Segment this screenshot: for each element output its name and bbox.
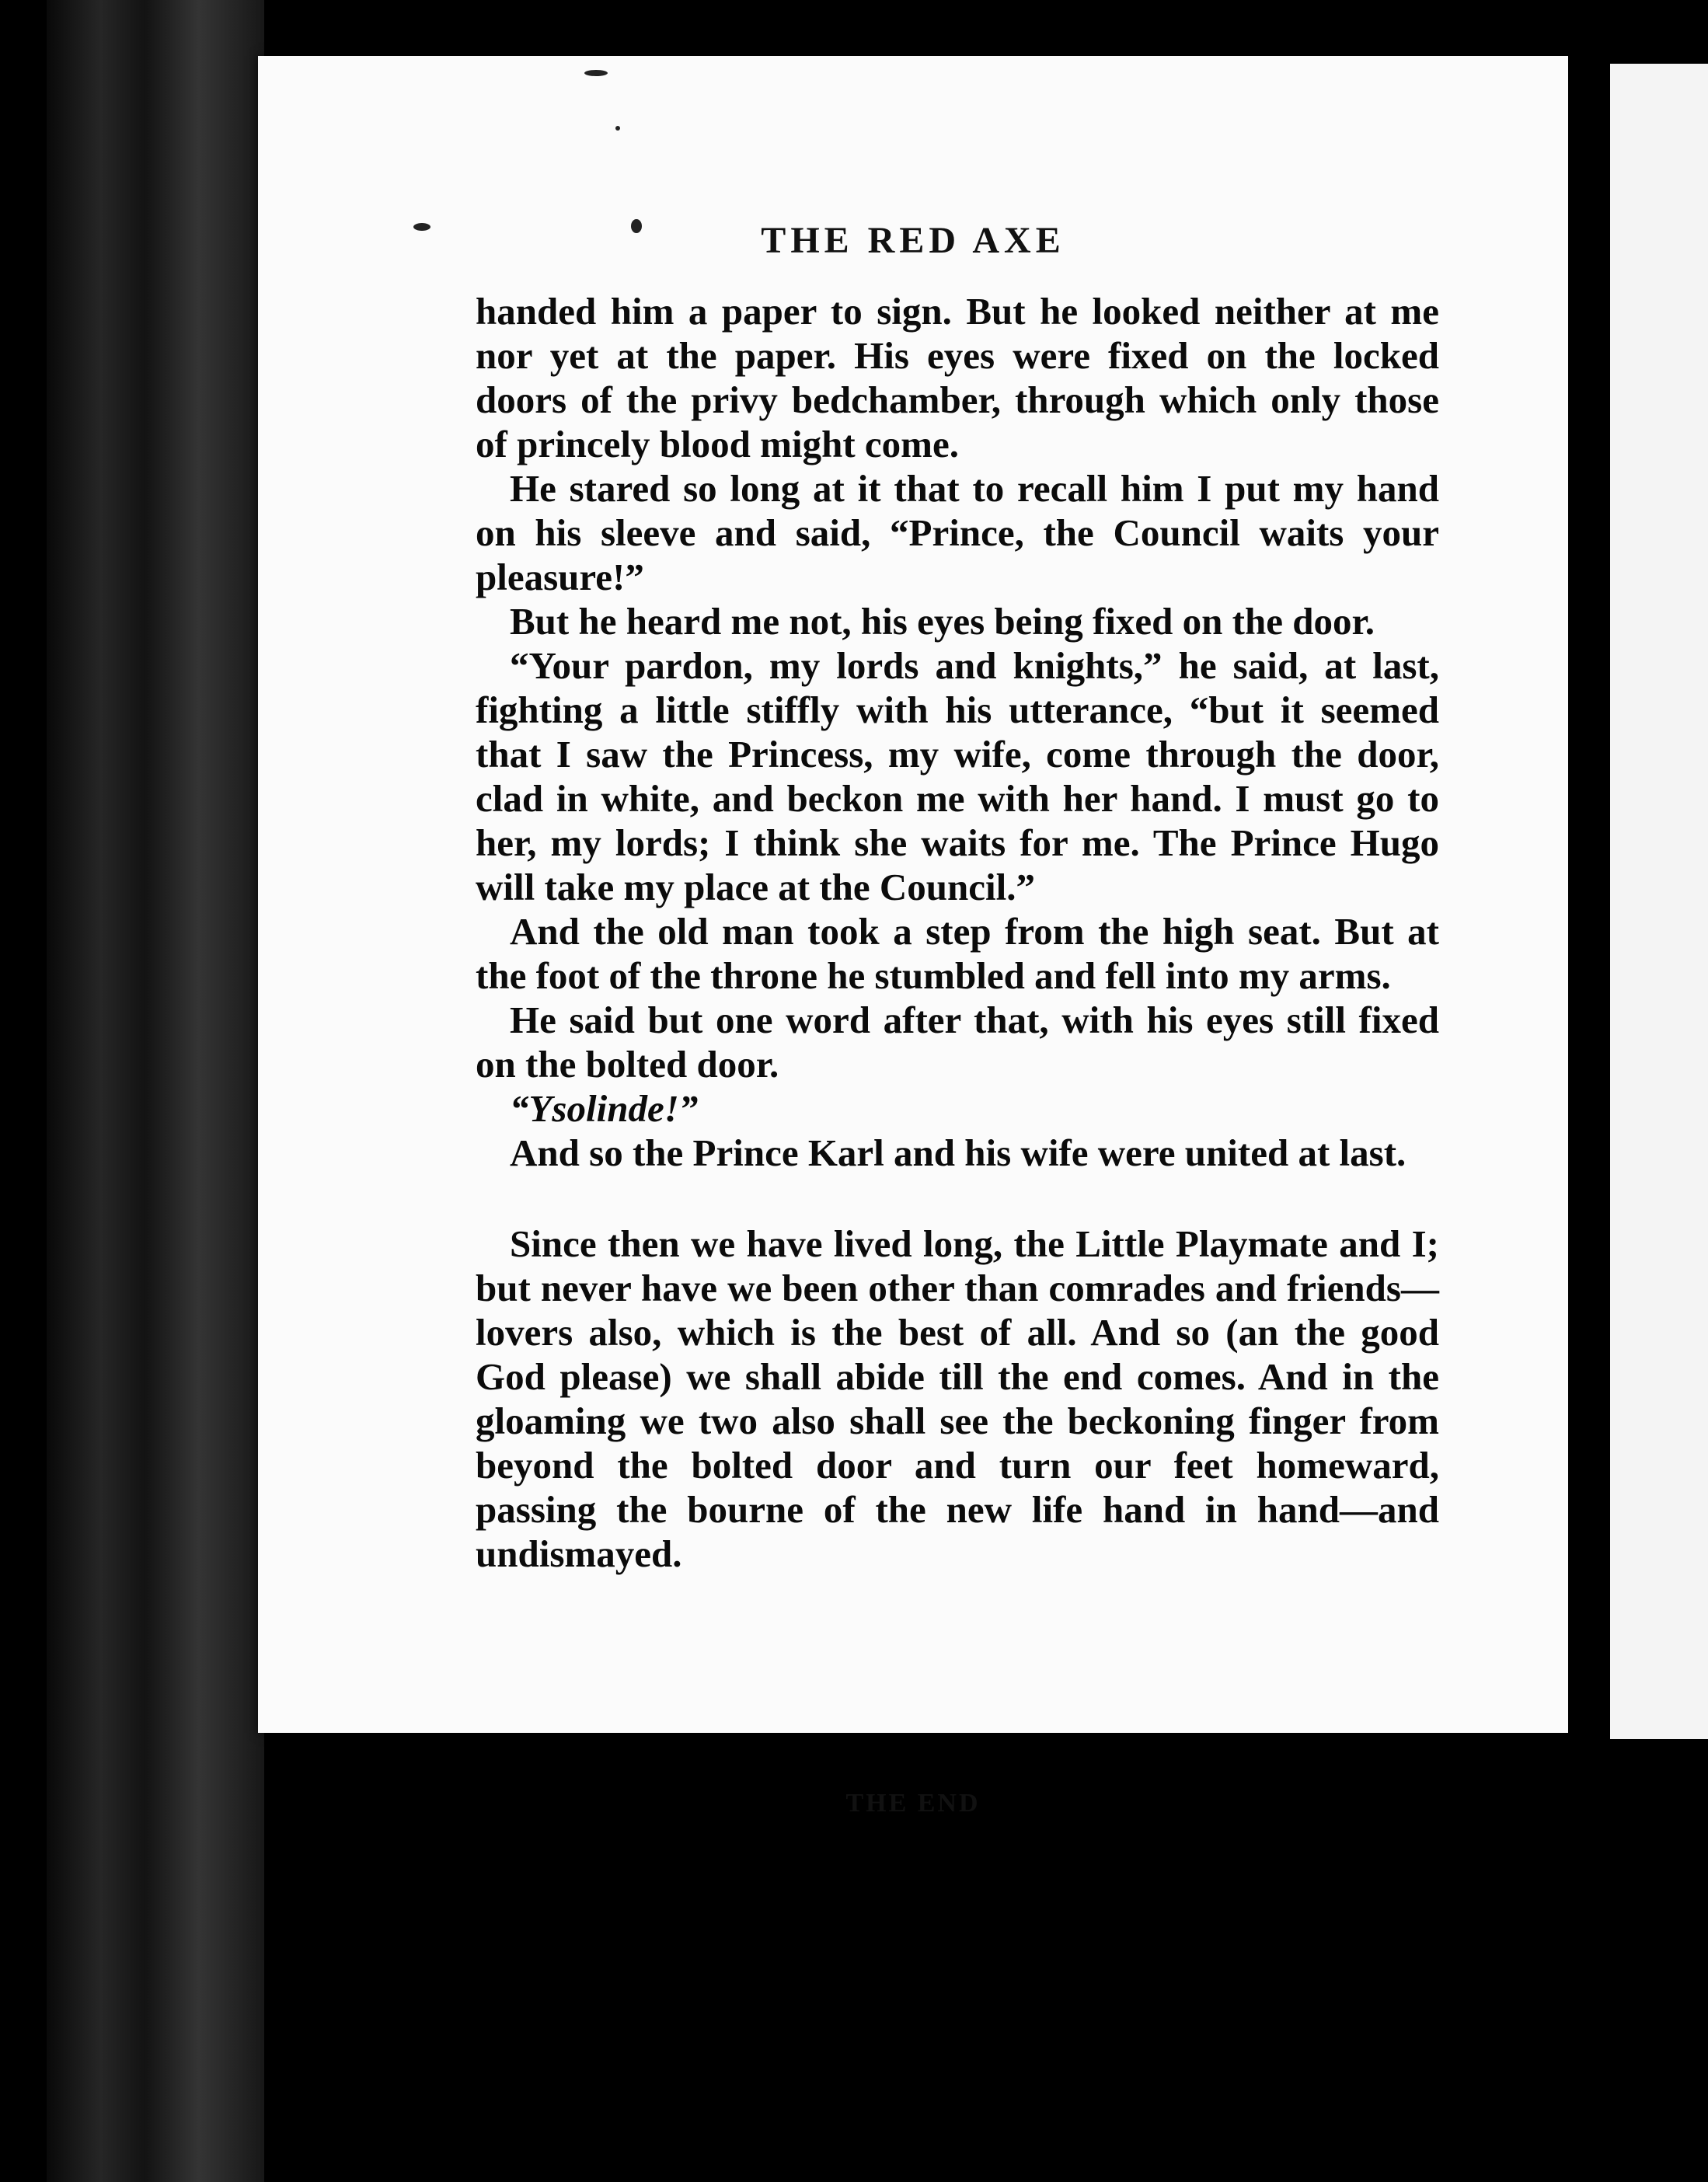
print-speck <box>584 70 608 76</box>
paragraph: He stared so long at it that to recall him I put my hand on his sleeve and said, “Prince, the Council waits your pleasure!” <box>476 467 1439 598</box>
page-body <box>476 289 1439 1576</box>
facing-page-edge <box>1610 64 1708 1739</box>
print-speck <box>413 223 430 231</box>
paragraph: He said but one word after that, with his eyes still fixed on the bolted door. <box>476 999 1439 1086</box>
paragraph: handed him a paper to sign. But he looked neither at me nor yet at the paper. His eyes were fixed on the locked doors of the privy bedchamber, through which only those of princely blood might come. <box>476 290 1439 465</box>
print-speck <box>615 126 620 131</box>
paragraph: And so the Prince Karl and his wife were united at last. <box>510 1131 1406 1174</box>
paragraph: “Your pardon, my lords and knights,” he said, at last, fighting a little stiffly with his utterance, “but it seemed that I saw the Princess, my wife, come through the door, clad in white, and beckon me with her hand. I must go to her, my lords; I think she waits for me. The Prince Hugo will take my place at the Council.” <box>476 644 1439 908</box>
section-break <box>476 1175 1439 1222</box>
end-marker: THE END <box>845 1789 981 1818</box>
book-page <box>258 56 1568 1818</box>
paragraph: And the old man took a step from the high seat. But at the foot of the throne he stumbled and fell into my arms. <box>476 910 1439 997</box>
paragraph: But he heard me not, his eyes being fixed on the door. <box>510 600 1375 643</box>
book-spine-shadow <box>47 0 264 2182</box>
paragraph: Since then we have lived long, the Little Playmate and I; but never have we been other than comrades and friends—lovers also, which is the best of all. And so (an the good God please) we shall abide till the end comes. And in the gloaming we two also shall see the beckoning finger from beyond the bolted door and turn our feet homeward, passing the bourne of the new life hand in hand—and undismayed. <box>476 1222 1439 1575</box>
print-speck <box>631 219 642 233</box>
quoted-line: “Ysolinde!” <box>510 1087 699 1130</box>
running-title: THE RED AXE <box>761 220 1065 261</box>
